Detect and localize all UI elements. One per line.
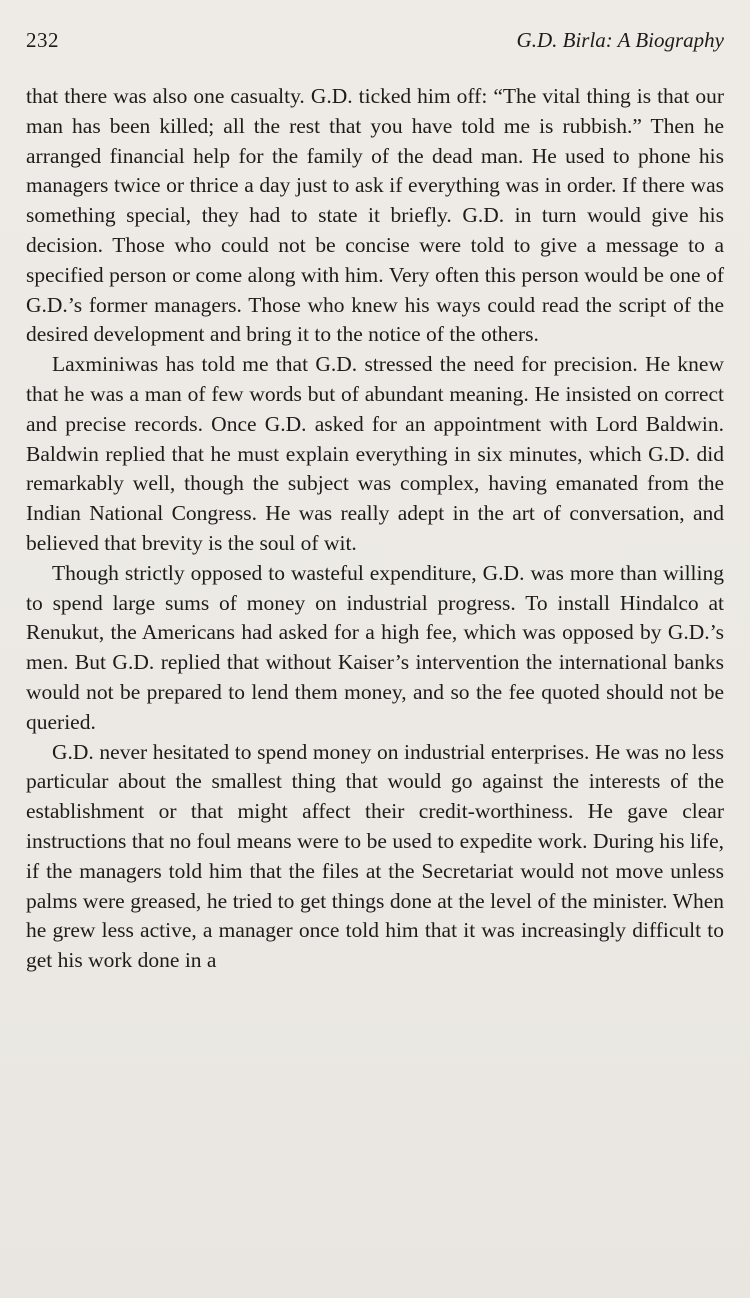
running-title: G.D. Birla: A Biography (516, 28, 724, 52)
body-text (26, 82, 724, 976)
paragraph-1: that there was also one casualty. G.D. ticked him off: “The vital thing is that our man has been killed; all the rest that you have told me is rubbish.” Then he arranged financial help for the family of the dead man. He used to phone his managers twice or thrice a day just to ask if everything was in order. If there was something special, they had to state it briefly. G.D. in turn would give his decision. Those who could not be concise were told to give a message to a specified person or come along with him. Very often this person would be one of G.D.’s former managers. Those who knew his ways could read the script of the desired development and bring it to the notice of the others. (26, 84, 724, 347)
running-header (26, 28, 724, 58)
paragraph-4: G.D. never hesitated to spend money on industrial enterprises. He was no less particular about the smallest thing that would go against the interests of the establishment or that might affect their credit-worthiness. He gave clear instructions that no foul means were to be used to expedite work. During his life, if the managers told him that the files at the Secretariat would not move unless palms were greased, he tried to get things done at the level of the minister. When he grew less active, a manager once told him that it was increasingly difficult to get his work done in a (26, 739, 724, 973)
page-number: 232 (26, 28, 59, 52)
paragraph-3: Though strictly opposed to wasteful expenditure, G.D. was more than willing to spend large sums of money on industrial progress. To install Hindalco at Renukut, the Americans had asked for a high fee, which was opposed by G.D.’s men. But G.D. replied that without Kaiser’s intervention the international banks would not be prepared to lend them money, and so the fee quoted should not be queried. (26, 560, 724, 734)
paragraph-2: Laxminiwas has told me that G.D. stressed the need for precision. He knew that he was a man of few words but of abundant meaning. He insisted on correct and precise records. Once G.D. asked for an appointment with Lord Baldwin. Baldwin replied that he must explain everything in six minutes, which G.D. did remarkably well, though the subject was complex, having emanated from the Indian National Congress. He was really adept in the art of conversation, and believed that brevity is the soul of wit. (26, 352, 724, 555)
